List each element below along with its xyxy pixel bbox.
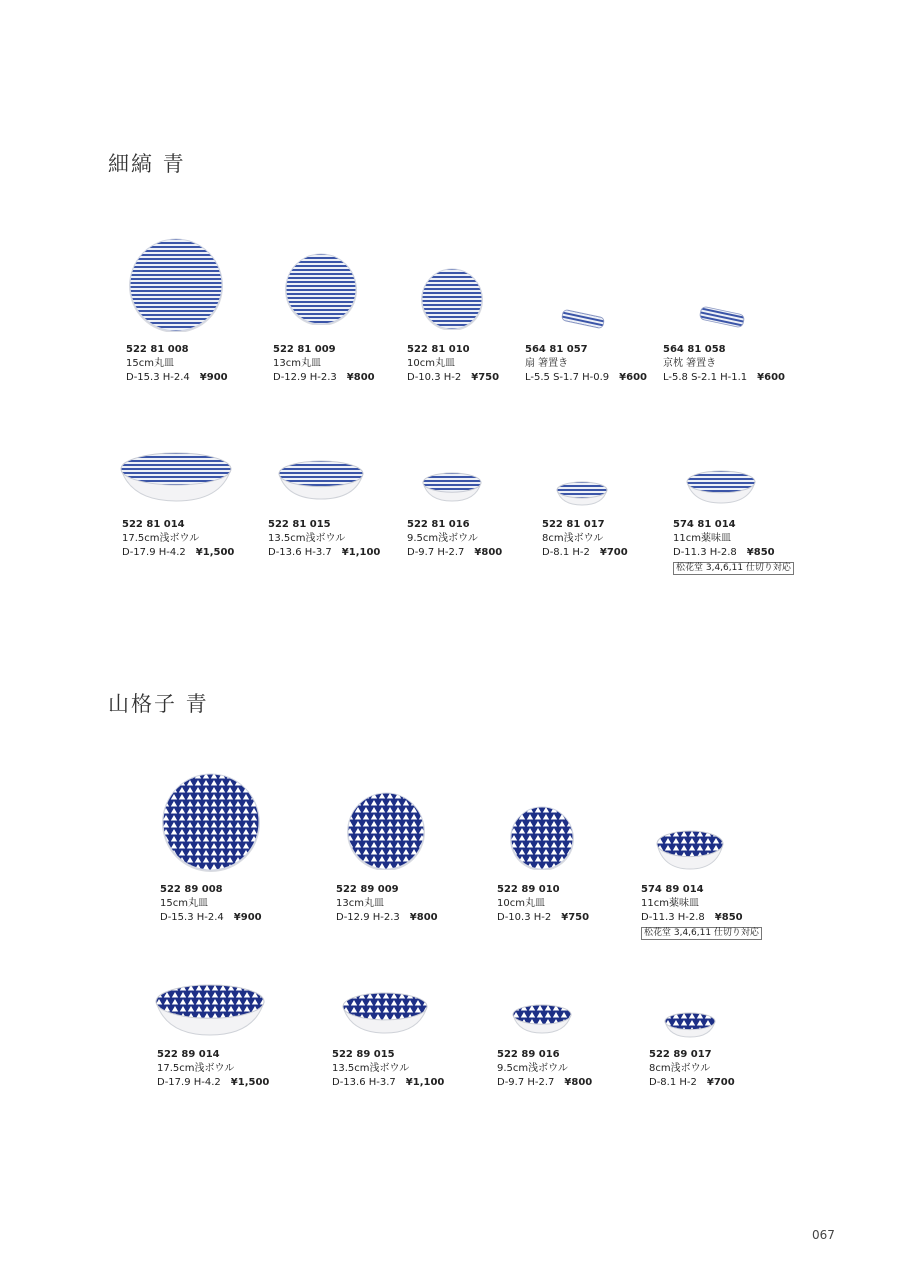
product-dimensions: D-9.7 H-2.7 bbox=[407, 547, 465, 558]
product-code: 522 81 010 bbox=[407, 344, 470, 355]
product-caption bbox=[126, 343, 228, 385]
product-name: 11cm薬味皿 bbox=[641, 898, 699, 909]
compatibility-note: 松花堂 3,4,6,11 仕切り対応 bbox=[673, 562, 794, 575]
product-caption bbox=[542, 518, 628, 560]
section-title-yamagoshi: 山格子 青 bbox=[108, 692, 209, 716]
product-price: ¥900 bbox=[233, 912, 262, 923]
product-caption bbox=[649, 1048, 735, 1090]
product-caption bbox=[157, 1048, 269, 1090]
product-price: ¥900 bbox=[199, 372, 228, 383]
product-caption bbox=[268, 518, 380, 560]
product-code: 574 89 014 bbox=[641, 884, 704, 895]
product-code: 522 89 016 bbox=[497, 1049, 560, 1060]
product-image-plate bbox=[128, 238, 224, 332]
product-image-bowl bbox=[422, 472, 482, 502]
product-code: 522 89 008 bbox=[160, 884, 223, 895]
product-code: 522 81 015 bbox=[268, 519, 331, 530]
product-image-plate bbox=[282, 253, 360, 325]
product-caption bbox=[641, 883, 762, 940]
product-image-bowl bbox=[556, 481, 608, 506]
product-caption bbox=[525, 343, 647, 385]
product-caption bbox=[673, 518, 794, 575]
product-name: 9.5cm浅ボウル bbox=[497, 1063, 568, 1074]
product-dimensions: D-11.3 H-2.8 bbox=[641, 912, 705, 923]
product-price: ¥800 bbox=[564, 1077, 593, 1088]
product-dimensions: D-15.3 H-2.4 bbox=[126, 372, 190, 383]
product-name: 17.5cm浅ボウル bbox=[157, 1063, 235, 1074]
product-caption bbox=[273, 343, 375, 385]
product-price: ¥700 bbox=[599, 547, 628, 558]
product-dimensions: L-5.8 S-2.1 H-1.1 bbox=[663, 372, 748, 383]
product-image-bowl bbox=[155, 984, 265, 1036]
product-code: 522 89 010 bbox=[497, 884, 560, 895]
product-image-bowl bbox=[342, 992, 428, 1034]
product-image-plate bbox=[346, 792, 426, 870]
product-dimensions: D-10.3 H-2 bbox=[497, 912, 552, 923]
product-price: ¥800 bbox=[474, 547, 503, 558]
section-title-hosojima: 細縞 青 bbox=[108, 152, 186, 176]
product-code: 522 81 014 bbox=[122, 519, 185, 530]
product-name: 17.5cm浅ボウル bbox=[122, 533, 200, 544]
product-price: ¥800 bbox=[409, 912, 438, 923]
product-code: 522 81 016 bbox=[407, 519, 470, 530]
product-image-plate bbox=[510, 806, 574, 870]
product-code: 522 81 008 bbox=[126, 344, 189, 355]
product-dimensions: D-8.1 H-2 bbox=[542, 547, 590, 558]
product-price: ¥850 bbox=[746, 547, 775, 558]
product-name: 11cm薬味皿 bbox=[673, 533, 731, 544]
product-dimensions: D-12.9 H-2.3 bbox=[336, 912, 400, 923]
product-image-bowl bbox=[686, 470, 756, 504]
product-price: ¥700 bbox=[706, 1077, 735, 1088]
product-name: 8cm浅ボウル bbox=[649, 1063, 711, 1074]
product-dimensions: D-10.3 H-2 bbox=[407, 372, 462, 383]
product-name: 15cm丸皿 bbox=[160, 898, 208, 909]
product-code: 522 89 014 bbox=[157, 1049, 220, 1060]
product-caption bbox=[497, 883, 589, 925]
product-caption bbox=[336, 883, 438, 925]
product-name: 8cm浅ボウル bbox=[542, 533, 604, 544]
product-price: ¥1,100 bbox=[341, 547, 381, 558]
product-name: 10cm丸皿 bbox=[407, 358, 455, 369]
product-name: 扇 箸置き bbox=[525, 358, 569, 369]
compatibility-note: 松花堂 3,4,6,11 仕切り対応 bbox=[641, 927, 762, 940]
page-number: 067 bbox=[812, 1228, 835, 1242]
product-name: 10cm丸皿 bbox=[497, 898, 545, 909]
product-image-bowl bbox=[656, 830, 724, 870]
product-name: 13.5cm浅ボウル bbox=[332, 1063, 410, 1074]
product-caption bbox=[407, 518, 502, 560]
product-image-bowl bbox=[278, 460, 364, 500]
product-image-bowl bbox=[664, 1012, 716, 1038]
product-caption bbox=[160, 883, 262, 925]
product-dimensions: D-13.6 H-3.7 bbox=[268, 547, 332, 558]
product-dimensions: D-17.9 H-4.2 bbox=[122, 547, 186, 558]
product-dimensions: D-11.3 H-2.8 bbox=[673, 547, 737, 558]
product-caption bbox=[332, 1048, 444, 1090]
product-image-plate bbox=[162, 772, 260, 872]
product-name: 京枕 箸置き bbox=[663, 358, 717, 369]
product-code: 522 89 017 bbox=[649, 1049, 712, 1060]
product-caption bbox=[122, 518, 234, 560]
product-code: 564 81 058 bbox=[663, 344, 726, 355]
product-price: ¥600 bbox=[619, 372, 647, 383]
product-name: 13cm丸皿 bbox=[273, 358, 321, 369]
product-code: 522 89 009 bbox=[336, 884, 399, 895]
product-image-rest bbox=[698, 304, 746, 330]
product-image-rest bbox=[560, 308, 606, 330]
product-price: ¥1,100 bbox=[405, 1077, 445, 1088]
product-price: ¥1,500 bbox=[230, 1077, 270, 1088]
product-price: ¥800 bbox=[346, 372, 375, 383]
product-image-bowl bbox=[120, 452, 232, 502]
product-name: 13.5cm浅ボウル bbox=[268, 533, 346, 544]
product-dimensions: D-17.9 H-4.2 bbox=[157, 1077, 221, 1088]
product-name: 15cm丸皿 bbox=[126, 358, 174, 369]
product-dimensions: D-8.1 H-2 bbox=[649, 1077, 697, 1088]
product-dimensions: D-13.6 H-3.7 bbox=[332, 1077, 396, 1088]
product-price: ¥1,500 bbox=[195, 547, 235, 558]
product-dimensions: L-5.5 S-1.7 H-0.9 bbox=[525, 372, 610, 383]
product-code: 574 81 014 bbox=[673, 519, 736, 530]
product-name: 9.5cm浅ボウル bbox=[407, 533, 478, 544]
product-price: ¥750 bbox=[561, 912, 590, 923]
product-price: ¥600 bbox=[757, 372, 785, 383]
product-code: 522 81 009 bbox=[273, 344, 336, 355]
product-dimensions: D-12.9 H-2.3 bbox=[273, 372, 337, 383]
product-price: ¥850 bbox=[714, 912, 743, 923]
product-code: 522 81 017 bbox=[542, 519, 605, 530]
product-code: 522 89 015 bbox=[332, 1049, 395, 1060]
product-caption bbox=[497, 1048, 592, 1090]
product-name: 13cm丸皿 bbox=[336, 898, 384, 909]
product-image-bowl bbox=[512, 1004, 572, 1034]
product-image-plate bbox=[420, 268, 484, 330]
product-caption bbox=[407, 343, 499, 385]
product-caption bbox=[663, 343, 785, 385]
product-price: ¥750 bbox=[471, 372, 500, 383]
product-dimensions: D-15.3 H-2.4 bbox=[160, 912, 224, 923]
product-dimensions: D-9.7 H-2.7 bbox=[497, 1077, 555, 1088]
product-code: 564 81 057 bbox=[525, 344, 588, 355]
